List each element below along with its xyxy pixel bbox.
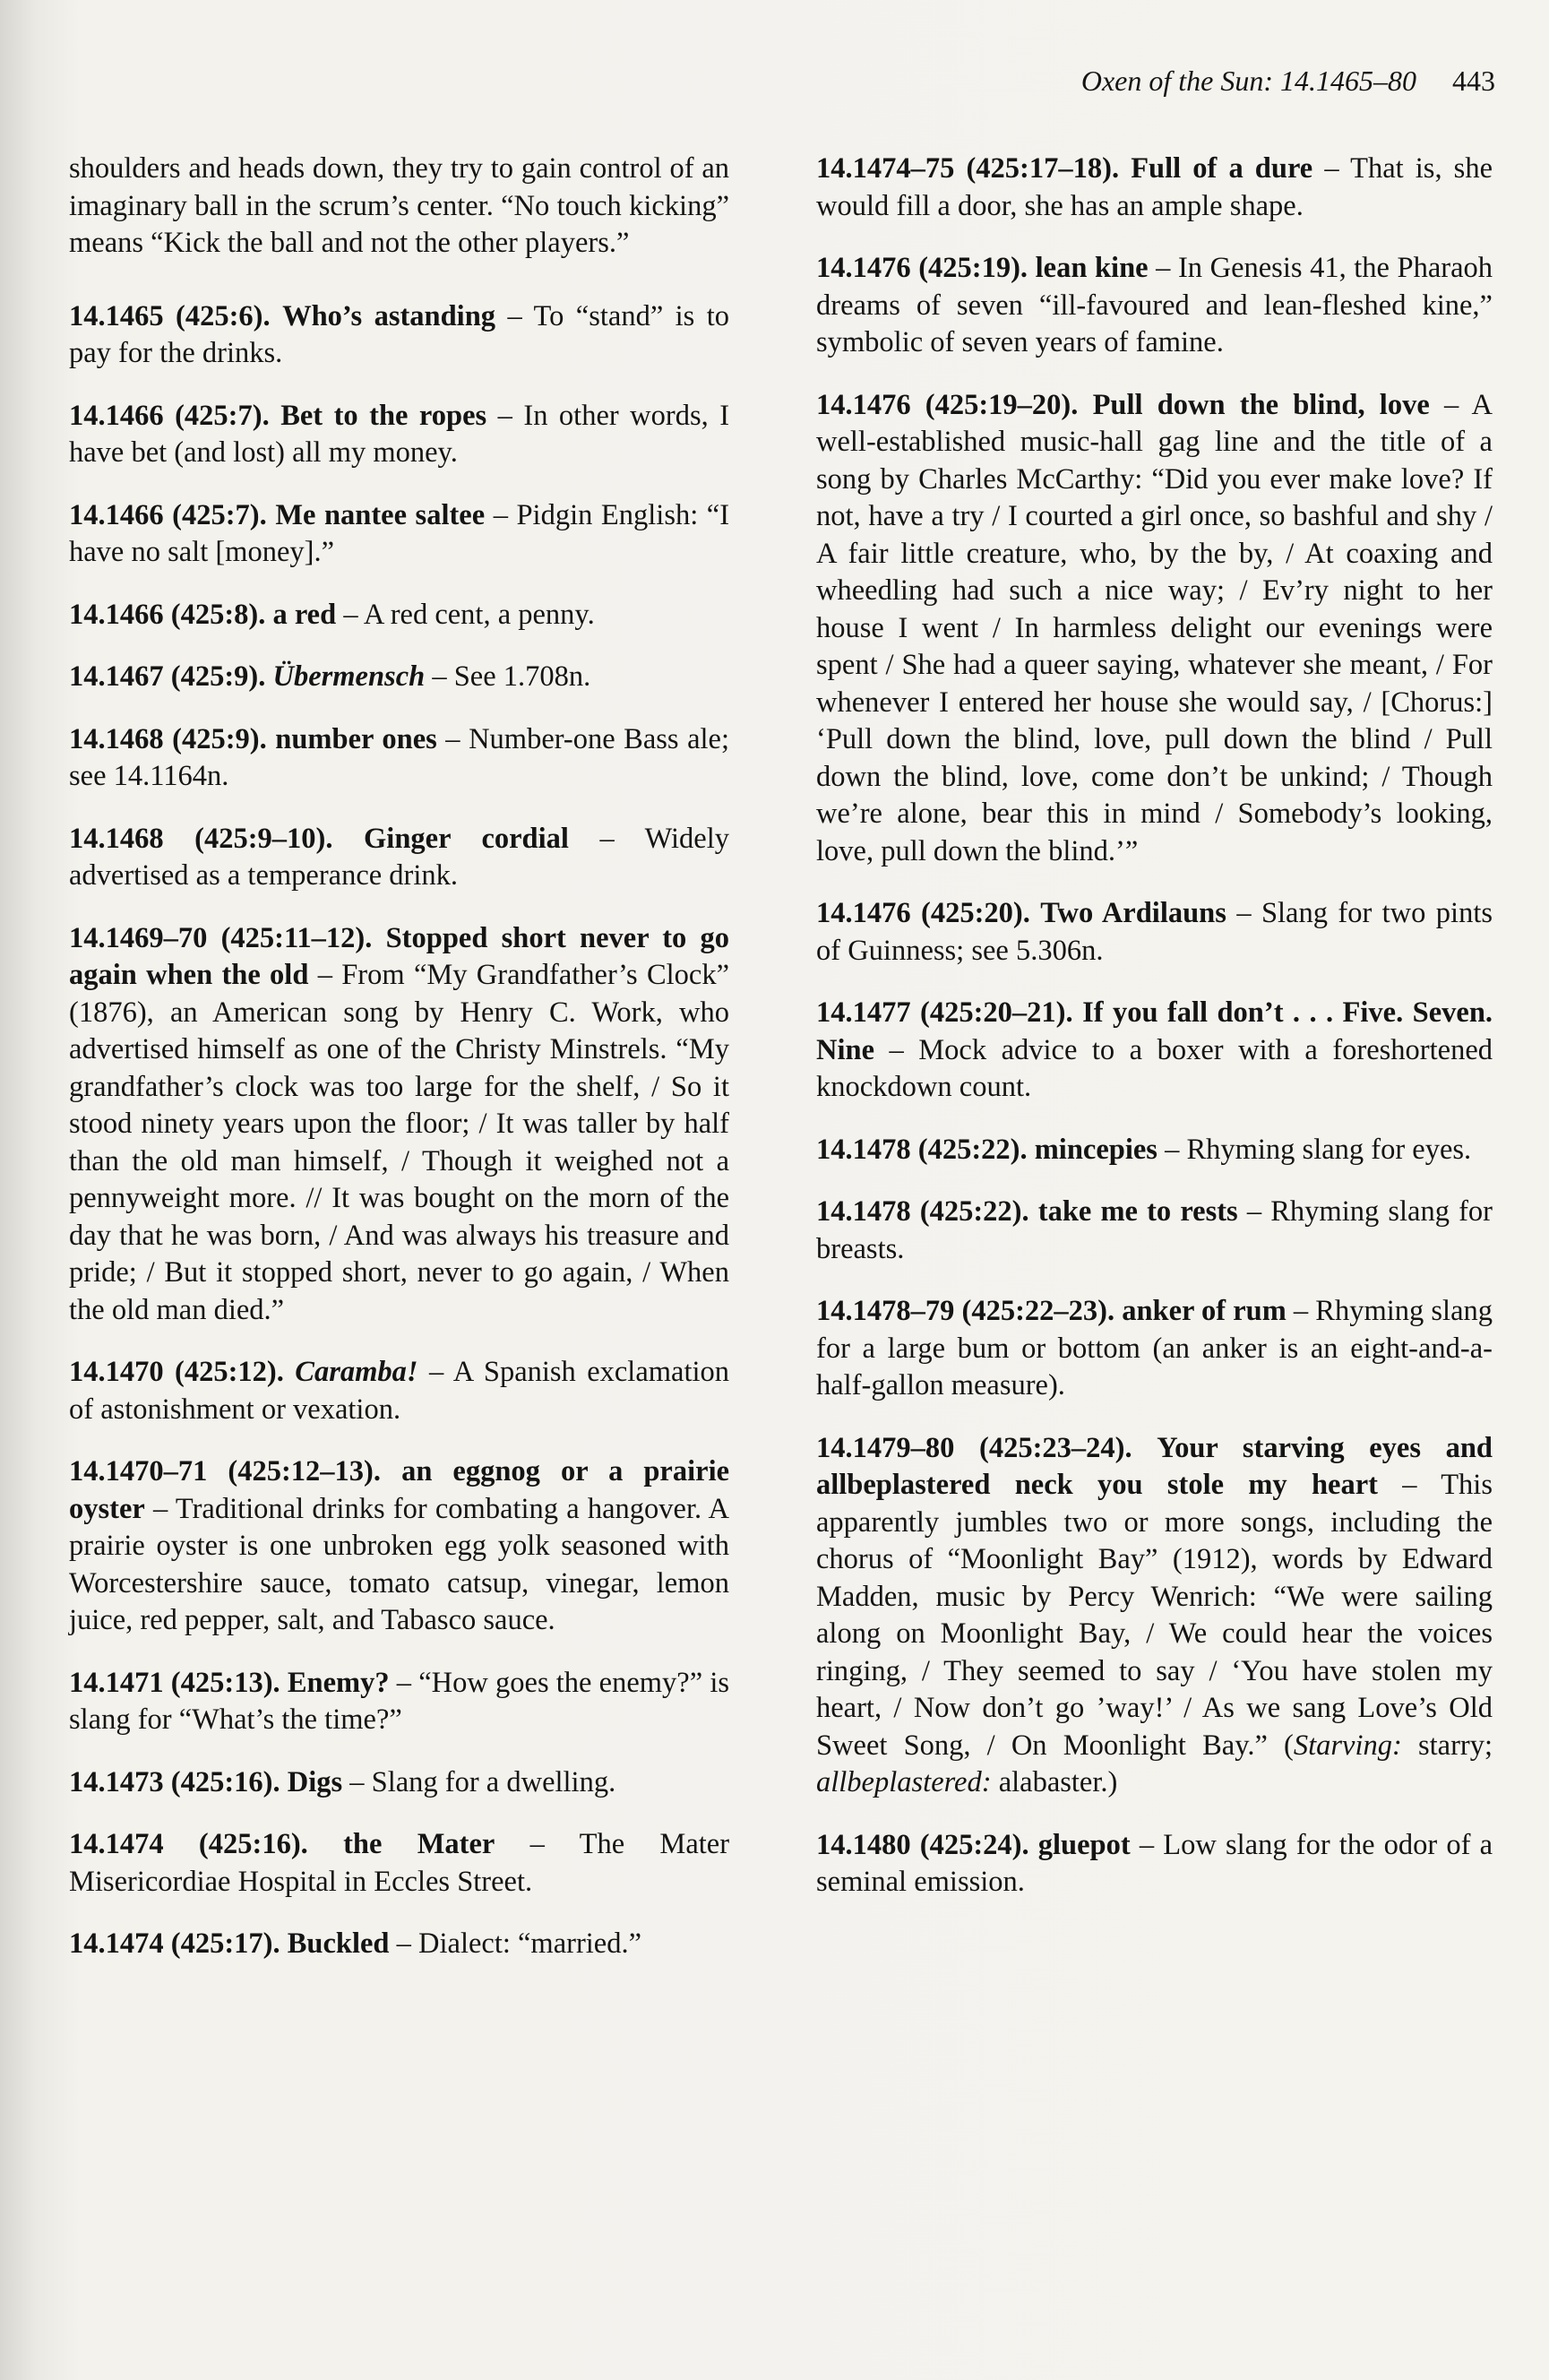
entry-ref: 14.1474 (425:17). <box>69 1927 280 1960</box>
gloss-entry <box>816 1132 1493 1169</box>
entry-note-value: starry; <box>1401 1729 1493 1762</box>
entry-note-open: ( <box>1267 1729 1294 1762</box>
running-title: Oxen of the Sun: 14.1465–80 <box>1080 65 1416 97</box>
gloss-entry <box>69 659 729 696</box>
entry-ref: 14.1476 (425:20). <box>816 897 1030 929</box>
entry-headword: Digs <box>287 1765 343 1798</box>
page-number: 443 <box>1452 65 1495 97</box>
entry-text: – In other words, I have bet (and lost) all my money. <box>69 399 730 469</box>
gloss-entry <box>69 1764 729 1802</box>
entry-note-key: Starving: <box>1293 1729 1402 1762</box>
running-header <box>1081 65 1495 98</box>
entry-headword: Stopped short never to go again when the old <box>69 921 729 991</box>
entry-ref: 14.1477 (425:20–21). <box>816 996 1073 1029</box>
entry-ref: 14.1480 (425:24). <box>816 1828 1029 1861</box>
entry-text: – Mock advice to a boxer with a foreshortened knockdown count. <box>816 1033 1493 1103</box>
gloss-entry <box>69 920 729 1330</box>
gloss-entry <box>816 387 1493 871</box>
entry-text: – Number-one Bass ale; see 14.1164n. <box>69 722 730 792</box>
entry-headword: anker of rum <box>1122 1295 1287 1327</box>
entry-ref: 14.1468 (425:9). <box>69 722 267 755</box>
gloss-entry <box>69 821 729 895</box>
gloss-entry <box>69 1453 729 1640</box>
gloss-entry <box>816 151 1493 225</box>
gloss-entry <box>816 995 1493 1107</box>
gloss-entry <box>69 721 729 796</box>
entry-headword: number ones <box>275 722 437 755</box>
entry-headword: Buckled <box>287 1927 390 1960</box>
entry-headword: Your starving eyes and allbeplastered neck you stole my heart <box>816 1431 1493 1501</box>
entry-note-value: alabaster.) <box>991 1766 1118 1798</box>
entry-ref: 14.1467 (425:9). <box>69 660 266 693</box>
entry-text: – Rhyming slang for eyes. <box>1165 1133 1472 1166</box>
entry-ref: 14.1476 (425:19–20). <box>816 388 1079 421</box>
gloss-entry <box>69 1926 729 1963</box>
entry-ref: 14.1474–75 (425:17–18). <box>816 152 1120 185</box>
gloss-entry <box>816 895 1493 970</box>
gloss-entry <box>816 1430 1493 1802</box>
entry-ref: 14.1474 (425:16). <box>69 1828 308 1860</box>
gloss-entry <box>69 1354 729 1428</box>
entry-headword: Me nantee saltee <box>275 498 486 531</box>
entry-text: – A well-established music-hall gag line and the title of a song by Charles McCarthy: “Did you ever make love? If not, have a try / I courted a girl once, so bashful and shy / A fair little creature, who, by the by, / At coaxing and wheedling had such a nice way; / Ev’ry night to her house I went / In harmless delight our evenings were spent / She had a queer saying, whatever she meant, / For whenever I entered her house she would say, / [Chorus:] ‘Pull down the blind, love, pull down the blind / Pull down the blind, love, come don’t be unkind; / Though we’re alone, bear this in mind / Somebody’s looking, love, pull down the blind.’” <box>816 388 1493 867</box>
entry-ref: 14.1478 (425:22). <box>816 1195 1029 1228</box>
entry-text: – From “My Grandfather’s Clock” (1876), an American song by Henry C. Work, who advertised himself as one of the Christy Minstrels. “My grandfather’s clock was too large for the shelf, / So it stood ninety years upon the floor; / It was taller by half than the old man himself, / Though it weighed not a pennyweight more. // It was bought on the morn of the day that he was born, / And was always his treasure and pride; / But it stopped short, never to go again, / When the old man died.” <box>69 959 730 1326</box>
entry-text: – Low slang for the odor of a seminal emission. <box>816 1828 1493 1898</box>
entry-text: – Rhyming slang for a large bum or bottom (an anker is an eight-and-a-half-gallon measure). <box>816 1295 1493 1401</box>
entry-ref: 14.1469–70 (425:11–12). <box>69 921 373 954</box>
entry-headword: Pull down the blind, love <box>1092 388 1430 421</box>
entry-text: – Pidgin English: “I have no salt [money].” <box>69 498 730 568</box>
gloss-entry <box>69 298 729 373</box>
entry-headword: Enemy? <box>287 1666 390 1699</box>
entry-ref: 14.1466 (425:8). <box>69 598 266 631</box>
entry-text: – That is, she would fill a door, she has an ample shape. <box>816 152 1493 222</box>
entry-headword: mincepies <box>1034 1133 1157 1166</box>
entry-headword: an eggnog or a prairie oyster <box>69 1455 730 1525</box>
gloss-entry <box>69 398 729 472</box>
entry-headword: lean kine <box>1035 252 1149 284</box>
continuation-text: shoulders and heads down, they try to gain control of an imaginary ball in the scrum’s center. “No touch kicking” means “Kick the ball and not the other players.” <box>69 152 729 259</box>
entry-ref: 14.1478–79 (425:22–23). <box>816 1295 1115 1327</box>
entry-headword: Bet to the ropes <box>280 399 487 432</box>
entry-headword: take me to rests <box>1037 1195 1238 1228</box>
entry-note-key: allbeplastered: <box>816 1766 992 1798</box>
entry-text: – Rhyming slang for breasts. <box>816 1195 1493 1265</box>
entry-text: – A Spanish exclamation of astonishment or vexation. <box>69 1356 730 1426</box>
entry-ref: 14.1466 (425:7). <box>69 498 267 531</box>
gloss-entry <box>816 1194 1493 1268</box>
entry-headword: If you fall don’t . . . Five. Seven. Nine <box>816 996 1493 1066</box>
entry-text: – Slang for a dwelling. <box>349 1765 616 1798</box>
entry-headword: the Mater <box>343 1828 495 1860</box>
entry-headword: Who’s astanding <box>282 299 496 332</box>
left-column <box>69 151 729 1988</box>
entry-text: – See 1.708n. <box>432 660 591 693</box>
entry-text: – “How goes the enemy?” is slang for “What’s the time?” <box>69 1666 729 1736</box>
entry-headword: Übermensch <box>272 660 426 693</box>
entry-ref: 14.1473 (425:16). <box>69 1765 280 1798</box>
gloss-entry <box>69 1826 729 1901</box>
entry-text: – The Mater Misericordiae Hospital in Eccles Street. <box>69 1828 730 1898</box>
entry-ref: 14.1465 (425:6). <box>69 299 271 332</box>
entry-ref: 14.1478 (425:22). <box>816 1133 1028 1166</box>
entry-text: – Traditional drinks for combating a hangover. A prairie oyster is one unbroken egg yolk seasoned with Worcestershire sauce, tomato catsup, vinegar, lemon juice, red pepper, salt, and Tabasco sauce. <box>69 1492 730 1636</box>
gloss-entry <box>69 497 729 572</box>
gloss-entry <box>69 597 729 634</box>
entry-text: – In Genesis 41, the Pharaoh dreams of seven “ill-favoured and lean-fleshed kine,” symbolic of seven years of famine. <box>816 252 1493 358</box>
gloss-entry <box>816 1293 1493 1405</box>
entry-ref: 14.1470–71 (425:12–13). <box>69 1455 382 1488</box>
gloss-entry <box>816 1827 1493 1901</box>
entry-ref: 14.1466 (425:7). <box>69 399 270 432</box>
right-column <box>816 151 1493 1927</box>
entry-text: – A red cent, a penny. <box>343 598 595 631</box>
entry-text: – Slang for two pints of Guinness; see 5.306n. <box>816 897 1493 967</box>
entry-headword: Full of a dure <box>1131 152 1313 185</box>
entry-ref: 14.1476 (425:19). <box>816 252 1028 284</box>
entry-headword: gluepot <box>1037 1828 1131 1861</box>
entry-text: – Widely advertised as a temperance drink. <box>69 822 730 892</box>
gloss-entry <box>69 1665 729 1739</box>
gloss-entry <box>816 250 1493 362</box>
entry-headword: Two Ardilauns <box>1040 897 1226 929</box>
entry-headword: Caramba! <box>295 1356 418 1388</box>
entry-ref: 14.1471 (425:13). <box>69 1666 280 1699</box>
entry-text: – To “stand” is to pay for the drinks. <box>69 299 730 369</box>
entry-headword: Ginger cordial <box>364 822 569 855</box>
entry-headword: a red <box>272 598 337 631</box>
entry-ref: 14.1470 (425:12). <box>69 1356 284 1388</box>
entry-text: – Dialect: “married.” <box>396 1927 642 1960</box>
entry-ref: 14.1468 (425:9–10). <box>69 822 333 855</box>
entry-text: – This apparently jumbles two or more songs, including the chorus of “Moonlight Bay” (1912), words by Edward Madden, music by Percy Wenrich: “We were sailing along on Moonlight Bay, / We could hear the voices ringing, / They seemed to say / ‘You have stolen my heart, / Now don’t go ’way!’ / As we sang Love’s Old Sweet Song, / On Moonlight Bay.” <box>816 1469 1493 1762</box>
entry-ref: 14.1479–80 (425:23–24). <box>816 1431 1132 1464</box>
